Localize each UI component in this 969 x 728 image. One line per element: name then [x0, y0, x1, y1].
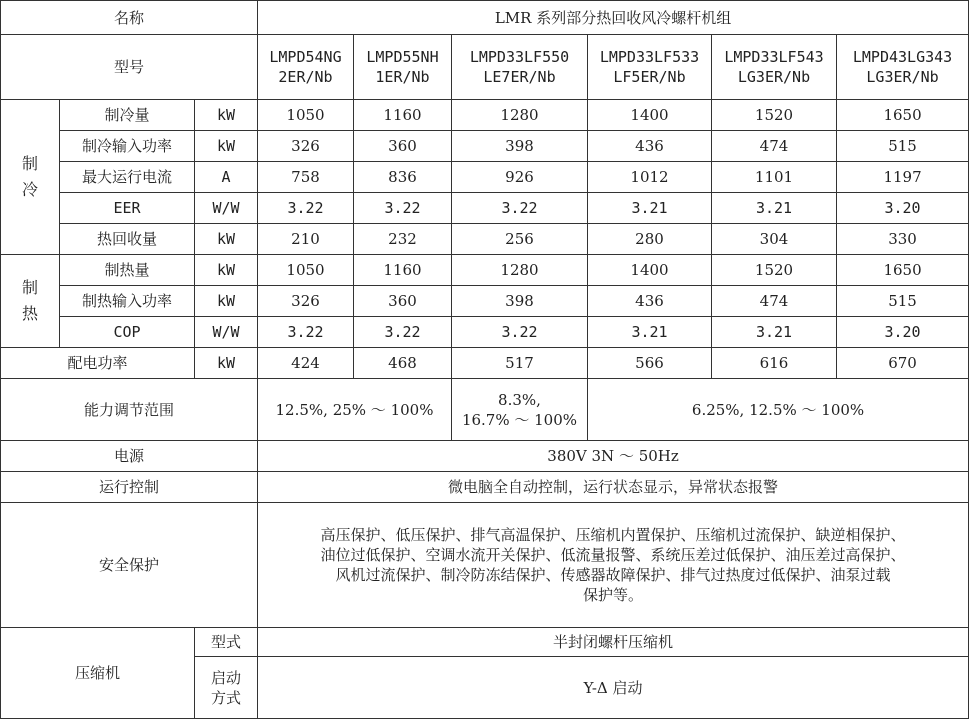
compressor-label: 压缩机 [1, 628, 195, 719]
value-cell: 758 [258, 162, 354, 193]
row-name: COP [60, 317, 195, 348]
value-cell: 1160 [354, 100, 452, 131]
value-cell: 926 [452, 162, 588, 193]
value-cell: 3.21 [588, 317, 712, 348]
value-cell: 3.22 [452, 193, 588, 224]
heating-row [1, 286, 969, 317]
row-unit: kW [195, 255, 258, 286]
row-unit: kW [195, 224, 258, 255]
value-cell: 360 [354, 286, 452, 317]
cooling-row [1, 224, 969, 255]
value-cell: 1050 [258, 255, 354, 286]
series-name: LMR 系列部分热回收风冷螺杆机组 [258, 1, 969, 35]
row-name: EER [60, 193, 195, 224]
row-unit: kW [195, 131, 258, 162]
cooling-row [1, 131, 969, 162]
compressor-start-label: 启动 方式 [195, 657, 258, 719]
cooling-row [1, 100, 969, 131]
cooling-row [1, 193, 969, 224]
value-cell: 517 [452, 348, 588, 379]
row-name: 最大运行电流 [60, 162, 195, 193]
cooling-row [1, 162, 969, 193]
model-row [1, 35, 969, 100]
value-cell: 3.21 [712, 317, 837, 348]
control-label: 运行控制 [1, 472, 258, 503]
value-cell: 3.22 [354, 193, 452, 224]
value-cell: 436 [588, 286, 712, 317]
value-cell: 1520 [712, 100, 837, 131]
row-unit: A [195, 162, 258, 193]
value-cell: 1400 [588, 255, 712, 286]
row-name: 制冷量 [60, 100, 195, 131]
value-cell: 468 [354, 348, 452, 379]
value-cell: 566 [588, 348, 712, 379]
value-cell: 670 [837, 348, 969, 379]
value-cell: 3.20 [837, 317, 969, 348]
value-cell: 1160 [354, 255, 452, 286]
compressor-start-value: Y-Δ 启动 [258, 657, 969, 719]
model-cell: LMPD33LF543 LG3ER/Nb [712, 35, 837, 100]
value-cell: 304 [712, 224, 837, 255]
name-row [1, 1, 969, 35]
safety-row [1, 503, 969, 628]
row-unit: W/W [195, 193, 258, 224]
row-unit: kW [195, 286, 258, 317]
value-cell: 515 [837, 131, 969, 162]
row-name: 制热量 [60, 255, 195, 286]
row-name: 制冷输入功率 [60, 131, 195, 162]
value-cell: 836 [354, 162, 452, 193]
capacity-label: 能力调节范围 [1, 379, 258, 441]
row-name: 配电功率 [1, 348, 195, 379]
value-cell: 210 [258, 224, 354, 255]
value-cell: 280 [588, 224, 712, 255]
row-unit: W/W [195, 317, 258, 348]
control-row [1, 472, 969, 503]
value-cell: 3.21 [712, 193, 837, 224]
value-cell: 360 [354, 131, 452, 162]
value-cell: 515 [837, 286, 969, 317]
model-cell: LMPD43LG343 LG3ER/Nb [837, 35, 969, 100]
value-cell: 330 [837, 224, 969, 255]
value-cell: 3.21 [588, 193, 712, 224]
value-cell: 424 [258, 348, 354, 379]
value-cell: 1050 [258, 100, 354, 131]
value-cell: 474 [712, 286, 837, 317]
power-row [1, 348, 969, 379]
heating-group-label: 制 热 [1, 255, 60, 348]
compressor-type-row [1, 628, 969, 657]
value-cell: 474 [712, 131, 837, 162]
value-cell: 1520 [712, 255, 837, 286]
control-value: 微电脑全自动控制，运行状态显示，异常状态报警 [258, 472, 969, 503]
capacity-range-a: 12.5%, 25% ～ 100% [258, 379, 452, 441]
value-cell: 3.22 [258, 317, 354, 348]
value-cell: 436 [588, 131, 712, 162]
value-cell: 1101 [712, 162, 837, 193]
value-cell: 3.22 [258, 193, 354, 224]
value-cell: 1197 [837, 162, 969, 193]
value-cell: 1650 [837, 100, 969, 131]
value-cell: 616 [712, 348, 837, 379]
capacity-range-b: 8.3%, 16.7% ～ 100% [452, 379, 588, 441]
value-cell: 1280 [452, 100, 588, 131]
value-cell: 1650 [837, 255, 969, 286]
compressor-type-value: 半封闭螺杆压缩机 [258, 628, 969, 657]
value-cell: 1400 [588, 100, 712, 131]
heating-row [1, 255, 969, 286]
safety-text: 高压保护、低压保护、排气高温保护、压缩机内置保护、压缩机过流保护、缺逆相保护、 油位过低保护、空调水流开关保护、低流量报警、系统压差过低保护、油压差过高保护、 风机过流保护、制冷防冻结保护、传感器故障保护、排气过热度过低保护、油泵过载 保护等。 [258, 503, 969, 628]
row-unit: kW [195, 348, 258, 379]
value-cell: 3.20 [837, 193, 969, 224]
row-name: 制热输入功率 [60, 286, 195, 317]
value-cell: 326 [258, 286, 354, 317]
value-cell: 3.22 [452, 317, 588, 348]
model-cell: LMPD33LF533 LF5ER/Nb [588, 35, 712, 100]
compressor-type-label: 型式 [195, 628, 258, 657]
row-unit: kW [195, 100, 258, 131]
value-cell: 232 [354, 224, 452, 255]
power-supply-value: 380V 3N ～ 50Hz [258, 441, 969, 472]
power-supply-row [1, 441, 969, 472]
safety-label: 安全保护 [1, 503, 258, 628]
cooling-group-label: 制 冷 [1, 100, 60, 255]
value-cell: 398 [452, 131, 588, 162]
value-cell: 326 [258, 131, 354, 162]
value-cell: 3.22 [354, 317, 452, 348]
value-cell: 256 [452, 224, 588, 255]
capacity-range-c: 6.25%, 12.5% ～ 100% [588, 379, 969, 441]
model-cell: LMPD33LF550 LE7ER/Nb [452, 35, 588, 100]
power-supply-label: 电源 [1, 441, 258, 472]
value-cell: 398 [452, 286, 588, 317]
heating-row [1, 317, 969, 348]
value-cell: 1012 [588, 162, 712, 193]
value-cell: 1280 [452, 255, 588, 286]
row-name: 热回收量 [60, 224, 195, 255]
model-cell: LMPD54NG 2ER/Nb [258, 35, 354, 100]
capacity-row [1, 379, 969, 441]
model-label: 型号 [1, 35, 258, 100]
name-label: 名称 [1, 1, 258, 35]
model-cell: LMPD55NH 1ER/Nb [354, 35, 452, 100]
